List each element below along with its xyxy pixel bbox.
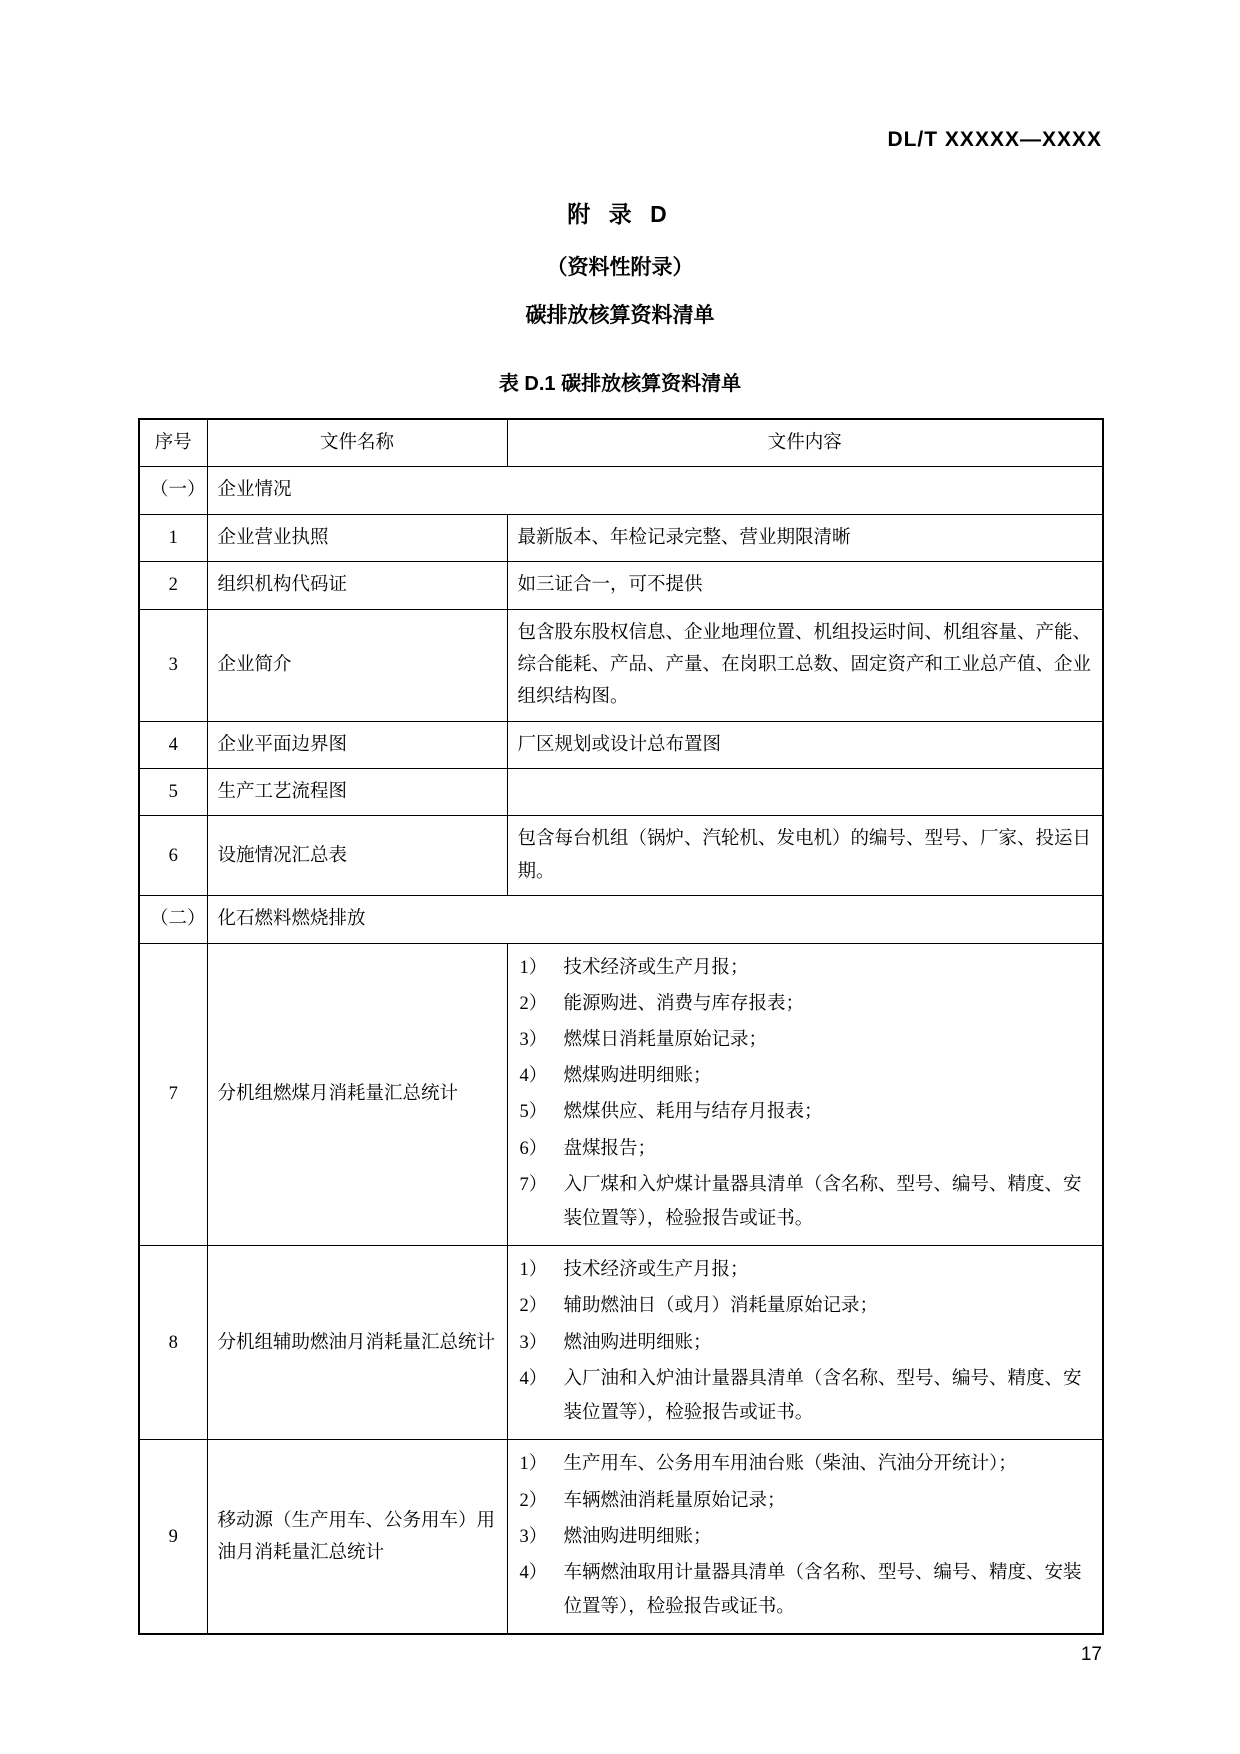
list-item-text: 车辆燃油取用计量器具清单（含名称、型号、编号、精度、安装位置等），检验报告或证书。: [563, 1563, 1082, 1618]
row-number: 6: [139, 816, 207, 896]
list-item-text: 燃煤日消耗量原始记录；: [563, 1029, 768, 1050]
content-list-item: [518, 1253, 1093, 1287]
row-document-name: 组织机构代码证: [207, 562, 507, 609]
row-document-content: [507, 769, 1103, 816]
list-item-marker: 2）: [519, 1296, 548, 1317]
content-list-item: [518, 1447, 1093, 1481]
table-row: [139, 1440, 1103, 1635]
content-list-item: [518, 1168, 1093, 1236]
row-group-name: 企业情况: [207, 467, 1103, 514]
row-document-name: 生产工艺流程图: [207, 769, 507, 816]
column-header-content: 文件内容: [507, 419, 1103, 467]
table-row: [139, 769, 1103, 816]
row-number: （一）: [139, 467, 207, 514]
row-document-name: 企业简介: [207, 609, 507, 721]
content-list-item: [518, 951, 1093, 985]
table-row: [139, 609, 1103, 721]
list-item-marker: 4）: [519, 1368, 548, 1389]
list-item-marker: 7）: [519, 1174, 548, 1195]
content-ordered-list: [518, 1253, 1093, 1430]
content-list-item: [518, 1132, 1093, 1166]
page-number: 17: [1080, 1644, 1102, 1665]
row-document-content: [507, 943, 1103, 1246]
table-caption: 表 D.1 碳排放核算资料清单: [498, 373, 742, 395]
row-number: （二）: [139, 896, 207, 943]
column-header-name: 文件名称: [207, 419, 507, 467]
table-row: [139, 562, 1103, 609]
row-document-name: 分机组辅助燃油月消耗量汇总统计: [207, 1246, 507, 1440]
table-row: [139, 943, 1103, 1246]
table-row: [139, 816, 1103, 896]
row-document-content: 最新版本、年检记录完整、营业期限清晰: [507, 514, 1103, 561]
page-header-standard-code: DL/T XXXXX—XXXX: [887, 128, 1102, 151]
content-list-item: [518, 1095, 1093, 1129]
list-item-marker: 1）: [519, 957, 548, 978]
row-group-name: 化石燃料燃烧排放: [207, 896, 1103, 943]
row-number: 8: [139, 1246, 207, 1440]
row-number: 7: [139, 943, 207, 1246]
row-document-content: 厂区规划或设计总布置图: [507, 721, 1103, 768]
list-item-text: 技术经济或生产月报；: [563, 1260, 749, 1281]
list-item-marker: 3）: [519, 1029, 548, 1050]
content-list-item: [518, 1289, 1093, 1323]
column-header-no: 序号: [139, 419, 207, 467]
list-item-text: 技术经济或生产月报；: [563, 957, 749, 978]
table-row: [139, 1246, 1103, 1440]
carbon-accounting-document-table: [138, 418, 1104, 1635]
list-item-text: 入厂油和入炉油计量器具清单（含名称、型号、编号、精度、安装位置等），检验报告或证书。: [563, 1368, 1082, 1424]
content-ordered-list: [518, 951, 1093, 1237]
annex-name: 碳排放核算资料清单: [525, 304, 715, 327]
list-item-marker: 3）: [519, 1332, 548, 1353]
content-list-item: [518, 1484, 1093, 1518]
list-item-text: 燃油购进明细账；: [563, 1332, 712, 1353]
list-item-marker: 1）: [519, 1260, 548, 1281]
list-item-marker: 6）: [519, 1138, 548, 1159]
list-item-marker: 2）: [519, 993, 548, 1014]
row-number: 5: [139, 769, 207, 816]
row-document-name: 设施情况汇总表: [207, 816, 507, 896]
row-document-name: 企业平面边界图: [207, 721, 507, 768]
list-item-text: 能源购进、消费与库存报表；: [563, 993, 805, 1014]
row-number: 4: [139, 721, 207, 768]
table-group-row: [139, 467, 1103, 514]
list-item-text: 入厂煤和入炉煤计量器具清单（含名称、型号、编号、精度、安装位置等），检验报告或证书。: [563, 1174, 1082, 1230]
table-row: [139, 514, 1103, 561]
row-document-name: 移动源（生产用车、公务用车）用油月消耗量汇总统计: [207, 1440, 507, 1635]
content-list-item: [518, 1520, 1093, 1554]
annex-title: 附 录 D: [567, 201, 673, 227]
content-list-item: [518, 1326, 1093, 1360]
table-group-row: [139, 896, 1103, 943]
content-list-item: [518, 1556, 1093, 1624]
row-number: 9: [139, 1440, 207, 1635]
content-list-item: [518, 1362, 1093, 1430]
table-header-row: [139, 419, 1103, 467]
list-item-marker: 1）: [519, 1454, 548, 1475]
list-item-marker: 4）: [519, 1563, 548, 1583]
content-list-item: [518, 987, 1093, 1021]
list-item-marker: 3）: [519, 1526, 548, 1547]
list-item-marker: 5）: [519, 1102, 548, 1123]
list-item-text: 燃油购进明细账；: [563, 1526, 712, 1547]
row-document-content: 如三证合一，可不提供: [507, 562, 1103, 609]
list-item-text: 盘煤报告；: [563, 1138, 657, 1159]
row-number: 3: [139, 609, 207, 721]
list-item-marker: 4）: [519, 1066, 548, 1087]
list-item-text: 生产用车、公务用车用油台账（柴油、汽油分开统计）；: [563, 1454, 1017, 1475]
list-item-text: 辅助燃油日（或月）消耗量原始记录；: [563, 1296, 879, 1317]
list-item-marker: 2）: [519, 1490, 548, 1511]
content-ordered-list: [518, 1447, 1093, 1624]
list-item-text: 燃煤供应、耗用与结存月报表；: [563, 1102, 823, 1123]
content-list-item: [518, 1059, 1093, 1093]
annex-subtitle: （资料性附录）: [546, 256, 694, 279]
row-document-content: [507, 1440, 1103, 1635]
content-list-item: [518, 1023, 1093, 1057]
row-number: 2: [139, 562, 207, 609]
list-item-text: 车辆燃油消耗量原始记录；: [563, 1490, 786, 1511]
row-document-content: [507, 1246, 1103, 1440]
row-document-content: 包含股东股权信息、企业地理位置、机组投运时间、机组容量、产能、综合能耗、产品、产量、在岗职工总数、固定资产和工业总产值、企业组织结构图。: [507, 609, 1103, 721]
row-document-name: 分机组燃煤月消耗量汇总统计: [207, 943, 507, 1246]
table-row: [139, 721, 1103, 768]
row-number: 1: [139, 514, 207, 561]
list-item-text: 燃煤购进明细账；: [563, 1066, 712, 1087]
document-content: [138, 196, 1102, 1635]
row-document-name: 企业营业执照: [207, 514, 507, 561]
row-document-content: 包含每台机组（锅炉、汽轮机、发电机）的编号、型号、厂家、投运日期。: [507, 816, 1103, 896]
